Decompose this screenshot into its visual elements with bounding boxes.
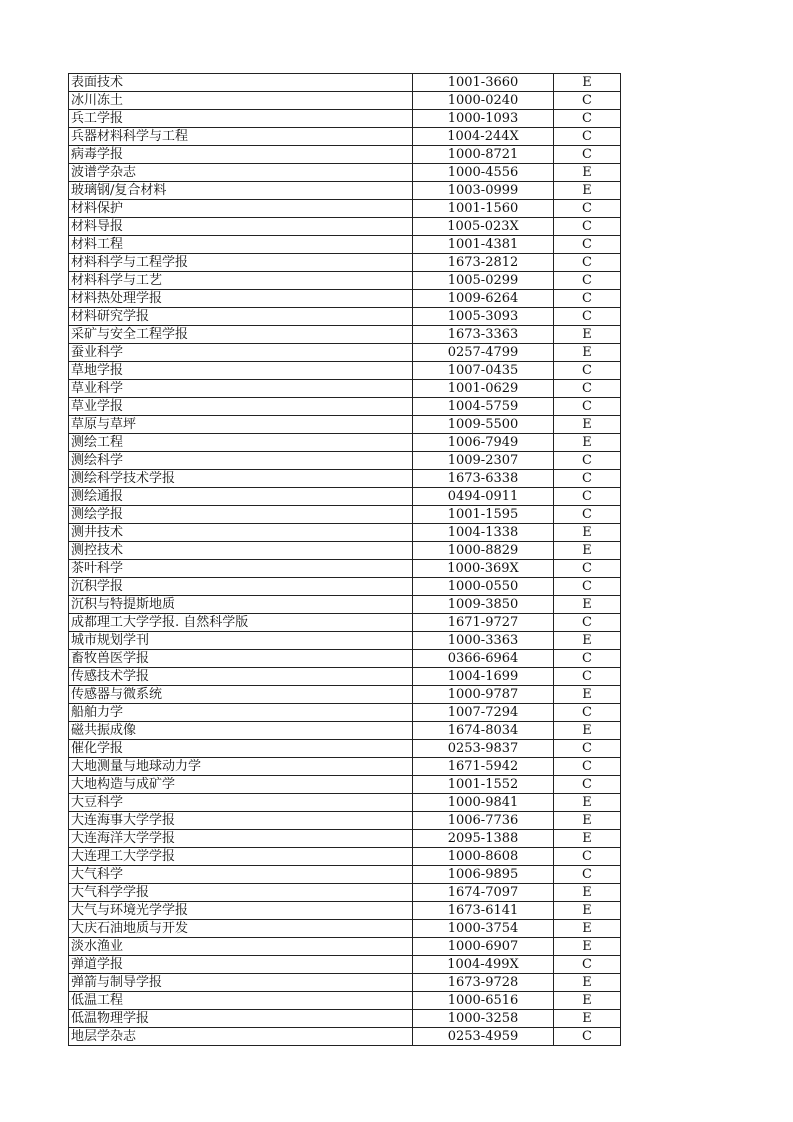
table-row: [69, 254, 621, 272]
grade-cell: E: [554, 938, 621, 956]
issn-cell: 0253-4959: [413, 1028, 554, 1046]
journal-name-cell: 采矿与安全工程学报: [69, 326, 413, 344]
table-row: [69, 164, 621, 182]
issn-cell: 1671-9727: [413, 614, 554, 632]
grade-cell: C: [554, 704, 621, 722]
grade-cell: C: [554, 92, 621, 110]
issn-cell: 1000-1093: [413, 110, 554, 128]
grade-cell: C: [554, 146, 621, 164]
table-row: [69, 668, 621, 686]
issn-cell: 1009-2307: [413, 452, 554, 470]
table-row: [69, 830, 621, 848]
issn-cell: 1673-6141: [413, 902, 554, 920]
table-row: [69, 542, 621, 560]
journal-name-cell: 茶叶科学: [69, 560, 413, 578]
issn-cell: 1674-8034: [413, 722, 554, 740]
grade-cell: E: [554, 794, 621, 812]
grade-cell: E: [554, 74, 621, 92]
issn-cell: 1000-4556: [413, 164, 554, 182]
grade-cell: C: [554, 308, 621, 326]
grade-cell: E: [554, 434, 621, 452]
table-row: [69, 272, 621, 290]
journal-name-cell: 大连海洋大学学报: [69, 830, 413, 848]
table-row: [69, 974, 621, 992]
journal-name-cell: 表面技术: [69, 74, 413, 92]
journal-table: [68, 73, 621, 1046]
table-row: [69, 848, 621, 866]
issn-cell: 1000-9787: [413, 686, 554, 704]
grade-cell: C: [554, 272, 621, 290]
issn-cell: 1000-6516: [413, 992, 554, 1010]
grade-cell: E: [554, 884, 621, 902]
journal-name-cell: 传感技术学报: [69, 668, 413, 686]
table-row: [69, 614, 621, 632]
journal-name-cell: 玻璃钢/复合材料: [69, 182, 413, 200]
journal-name-cell: 病毒学报: [69, 146, 413, 164]
table-row: [69, 434, 621, 452]
journal-name-cell: 材料保护: [69, 200, 413, 218]
journal-name-cell: 草地学报: [69, 362, 413, 380]
table-row: [69, 110, 621, 128]
grade-cell: E: [554, 542, 621, 560]
journal-name-cell: 大连海事大学学报: [69, 812, 413, 830]
issn-cell: 1007-0435: [413, 362, 554, 380]
grade-cell: E: [554, 974, 621, 992]
journal-name-cell: 沉积学报: [69, 578, 413, 596]
table-row: [69, 650, 621, 668]
issn-cell: 1673-6338: [413, 470, 554, 488]
grade-cell: E: [554, 632, 621, 650]
journal-name-cell: 磁共振成像: [69, 722, 413, 740]
issn-cell: 1000-3754: [413, 920, 554, 938]
table-row: [69, 812, 621, 830]
journal-name-cell: 材料科学与工程学报: [69, 254, 413, 272]
journal-name-cell: 测绘科学: [69, 452, 413, 470]
table-row: [69, 632, 621, 650]
issn-cell: 1000-8608: [413, 848, 554, 866]
issn-cell: 1004-244X: [413, 128, 554, 146]
grade-cell: C: [554, 740, 621, 758]
journal-name-cell: 城市规划学刊: [69, 632, 413, 650]
table-row: [69, 236, 621, 254]
journal-name-cell: 测绘科学技术学报: [69, 470, 413, 488]
grade-cell: E: [554, 416, 621, 434]
journal-name-cell: 大地测量与地球动力学: [69, 758, 413, 776]
issn-cell: 1001-0629: [413, 380, 554, 398]
grade-cell: C: [554, 488, 621, 506]
table-row: [69, 578, 621, 596]
grade-cell: E: [554, 164, 621, 182]
journal-name-cell: 大豆科学: [69, 794, 413, 812]
table-row: [69, 596, 621, 614]
issn-cell: 1000-8829: [413, 542, 554, 560]
grade-cell: E: [554, 830, 621, 848]
issn-cell: 1004-5759: [413, 398, 554, 416]
journal-name-cell: 材料研究学报: [69, 308, 413, 326]
table-row: [69, 686, 621, 704]
issn-cell: 1003-0999: [413, 182, 554, 200]
journal-name-cell: 草业科学: [69, 380, 413, 398]
table-row: [69, 560, 621, 578]
grade-cell: C: [554, 110, 621, 128]
grade-cell: C: [554, 452, 621, 470]
grade-cell: C: [554, 650, 621, 668]
issn-cell: 1671-5942: [413, 758, 554, 776]
issn-cell: 0494-0911: [413, 488, 554, 506]
grade-cell: C: [554, 866, 621, 884]
journal-name-cell: 材料科学与工艺: [69, 272, 413, 290]
table-row: [69, 290, 621, 308]
issn-cell: 0257-4799: [413, 344, 554, 362]
table-row: [69, 398, 621, 416]
table-row: [69, 884, 621, 902]
issn-cell: 1006-7736: [413, 812, 554, 830]
journal-name-cell: 传感器与微系统: [69, 686, 413, 704]
table-row: [69, 1010, 621, 1028]
table-row: [69, 128, 621, 146]
journal-name-cell: 测绘工程: [69, 434, 413, 452]
journal-name-cell: 草业学报: [69, 398, 413, 416]
journal-name-cell: 兵工学报: [69, 110, 413, 128]
issn-cell: 1000-369X: [413, 560, 554, 578]
grade-cell: E: [554, 596, 621, 614]
journal-name-cell: 大气与环境光学学报: [69, 902, 413, 920]
grade-cell: C: [554, 1028, 621, 1046]
issn-cell: 1009-5500: [413, 416, 554, 434]
journal-name-cell: 船舶力学: [69, 704, 413, 722]
grade-cell: E: [554, 920, 621, 938]
grade-cell: E: [554, 1010, 621, 1028]
issn-cell: 1001-4381: [413, 236, 554, 254]
table-row: [69, 920, 621, 938]
journal-name-cell: 草原与草坪: [69, 416, 413, 434]
grade-cell: E: [554, 182, 621, 200]
issn-cell: 1001-1552: [413, 776, 554, 794]
table-row: [69, 758, 621, 776]
table-row: [69, 992, 621, 1010]
table-row: [69, 344, 621, 362]
journal-name-cell: 材料导报: [69, 218, 413, 236]
grade-cell: C: [554, 776, 621, 794]
issn-cell: 0366-6964: [413, 650, 554, 668]
table-row: [69, 200, 621, 218]
issn-cell: 1009-3850: [413, 596, 554, 614]
table-row: [69, 956, 621, 974]
journal-name-cell: 大地构造与成矿学: [69, 776, 413, 794]
grade-cell: C: [554, 614, 621, 632]
journal-name-cell: 大连理工大学学报: [69, 848, 413, 866]
journal-name-cell: 低温工程: [69, 992, 413, 1010]
issn-cell: 2095-1388: [413, 830, 554, 848]
table-row: [69, 380, 621, 398]
journal-name-cell: 蚕业科学: [69, 344, 413, 362]
table-row: [69, 470, 621, 488]
journal-name-cell: 催化学报: [69, 740, 413, 758]
grade-cell: E: [554, 722, 621, 740]
table-row: [69, 488, 621, 506]
grade-cell: C: [554, 578, 621, 596]
grade-cell: C: [554, 560, 621, 578]
table-row: [69, 326, 621, 344]
journal-name-cell: 淡水渔业: [69, 938, 413, 956]
table-row: [69, 866, 621, 884]
grade-cell: C: [554, 290, 621, 308]
grade-cell: E: [554, 686, 621, 704]
issn-cell: 1007-7294: [413, 704, 554, 722]
issn-cell: 1673-3363: [413, 326, 554, 344]
journal-name-cell: 测绘通报: [69, 488, 413, 506]
issn-cell: 1009-6264: [413, 290, 554, 308]
grade-cell: C: [554, 254, 621, 272]
table-row: [69, 794, 621, 812]
grade-cell: C: [554, 758, 621, 776]
grade-cell: C: [554, 506, 621, 524]
issn-cell: 1000-8721: [413, 146, 554, 164]
table-row: [69, 74, 621, 92]
issn-cell: 1673-9728: [413, 974, 554, 992]
issn-cell: 1001-1595: [413, 506, 554, 524]
table-row: [69, 92, 621, 110]
table-row: [69, 776, 621, 794]
issn-cell: 0253-9837: [413, 740, 554, 758]
table-row: [69, 938, 621, 956]
issn-cell: 1674-7097: [413, 884, 554, 902]
table-row: [69, 218, 621, 236]
grade-cell: C: [554, 380, 621, 398]
issn-cell: 1000-0240: [413, 92, 554, 110]
issn-cell: 1005-3093: [413, 308, 554, 326]
issn-cell: 1004-1699: [413, 668, 554, 686]
grade-cell: E: [554, 326, 621, 344]
journal-name-cell: 弹箭与制导学报: [69, 974, 413, 992]
issn-cell: 1000-6907: [413, 938, 554, 956]
table-row: [69, 704, 621, 722]
table-row: [69, 362, 621, 380]
grade-cell: E: [554, 344, 621, 362]
grade-cell: C: [554, 200, 621, 218]
issn-cell: 1005-023X: [413, 218, 554, 236]
issn-cell: 1000-3363: [413, 632, 554, 650]
grade-cell: E: [554, 992, 621, 1010]
issn-cell: 1004-499X: [413, 956, 554, 974]
grade-cell: C: [554, 362, 621, 380]
table-row: [69, 452, 621, 470]
journal-name-cell: 兵器材料科学与工程: [69, 128, 413, 146]
table-row: [69, 416, 621, 434]
issn-cell: 1004-1338: [413, 524, 554, 542]
grade-cell: E: [554, 812, 621, 830]
grade-cell: C: [554, 218, 621, 236]
issn-cell: 1006-9895: [413, 866, 554, 884]
table-row: [69, 506, 621, 524]
grade-cell: C: [554, 470, 621, 488]
journal-name-cell: 弹道学报: [69, 956, 413, 974]
table-row: [69, 1028, 621, 1046]
journal-name-cell: 材料工程: [69, 236, 413, 254]
issn-cell: 1001-3660: [413, 74, 554, 92]
journal-name-cell: 地层学杂志: [69, 1028, 413, 1046]
issn-cell: 1006-7949: [413, 434, 554, 452]
issn-cell: 1000-9841: [413, 794, 554, 812]
grade-cell: E: [554, 524, 621, 542]
issn-cell: 1673-2812: [413, 254, 554, 272]
journal-name-cell: 测控技术: [69, 542, 413, 560]
issn-cell: 1005-0299: [413, 272, 554, 290]
table-row: [69, 182, 621, 200]
table-row: [69, 308, 621, 326]
issn-cell: 1000-3258: [413, 1010, 554, 1028]
grade-cell: C: [554, 668, 621, 686]
journal-name-cell: 冰川冻土: [69, 92, 413, 110]
table-row: [69, 146, 621, 164]
grade-cell: C: [554, 236, 621, 254]
journal-name-cell: 成都理工大学学报. 自然科学版: [69, 614, 413, 632]
journal-name-cell: 低温物理学报: [69, 1010, 413, 1028]
grade-cell: C: [554, 956, 621, 974]
grade-cell: C: [554, 398, 621, 416]
table-row: [69, 902, 621, 920]
table-row: [69, 524, 621, 542]
table-row: [69, 740, 621, 758]
journal-name-cell: 大庆石油地质与开发: [69, 920, 413, 938]
journal-table-body: [69, 74, 621, 1046]
journal-name-cell: 材料热处理学报: [69, 290, 413, 308]
journal-name-cell: 畜牧兽医学报: [69, 650, 413, 668]
grade-cell: C: [554, 128, 621, 146]
issn-cell: 1000-0550: [413, 578, 554, 596]
journal-name-cell: 测井技术: [69, 524, 413, 542]
table-row: [69, 722, 621, 740]
journal-name-cell: 大气科学: [69, 866, 413, 884]
journal-name-cell: 波谱学杂志: [69, 164, 413, 182]
grade-cell: C: [554, 848, 621, 866]
issn-cell: 1001-1560: [413, 200, 554, 218]
journal-name-cell: 大气科学学报: [69, 884, 413, 902]
grade-cell: E: [554, 902, 621, 920]
journal-name-cell: 沉积与特提斯地质: [69, 596, 413, 614]
journal-name-cell: 测绘学报: [69, 506, 413, 524]
